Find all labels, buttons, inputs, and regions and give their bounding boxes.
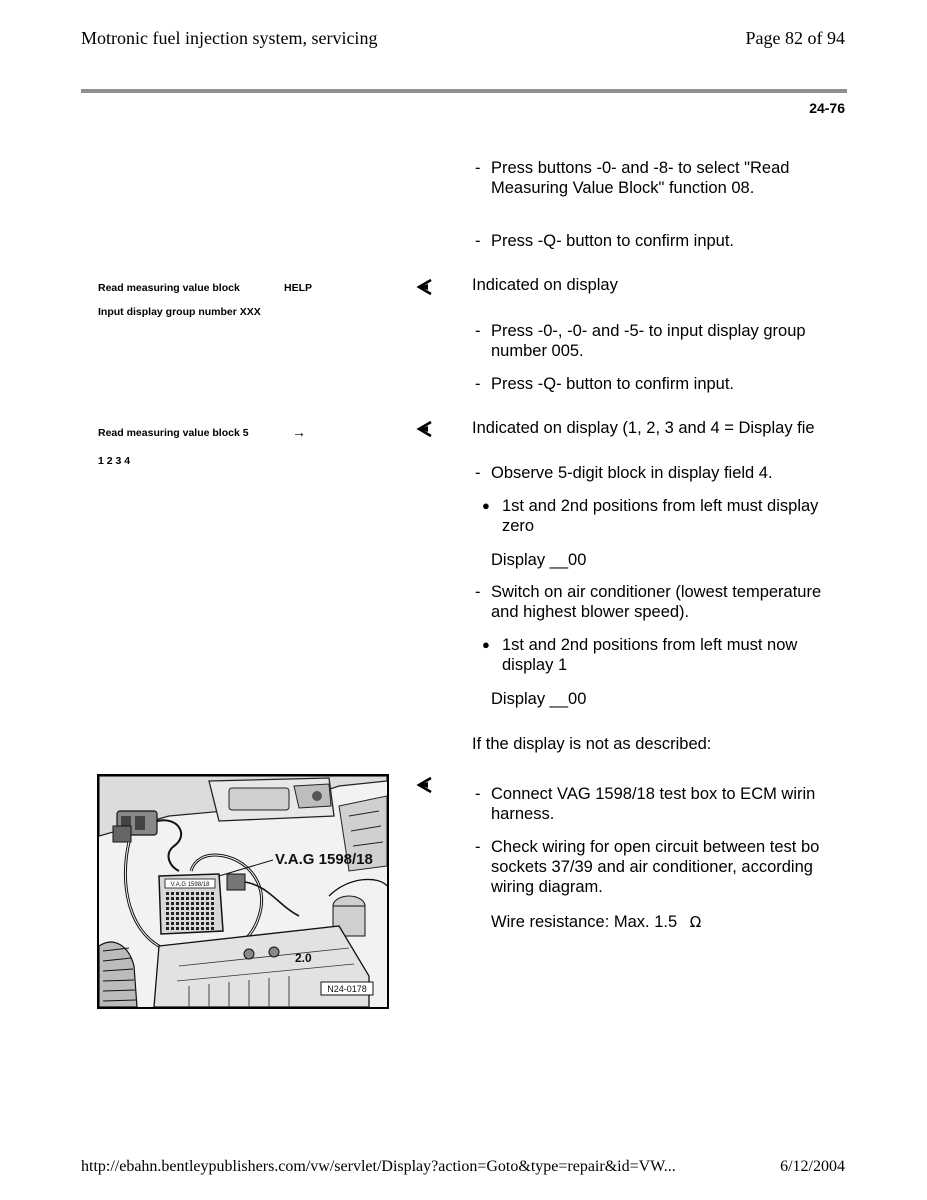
dash-marker: -	[475, 785, 481, 803]
dash-marker: -	[475, 838, 481, 856]
display-panel-2-line-1	[98, 424, 306, 440]
tool-label: V.A.G 1598/18	[275, 851, 373, 868]
footer-url: http://ebahn.bentleypublishers.com/vw/servlet/Display?action=Goto&type=repair&id=VW...	[81, 1158, 676, 1175]
ohm-unit: Ω	[689, 913, 702, 931]
dash-marker: -	[475, 464, 481, 482]
page-counter: Page 82 of 94	[745, 28, 845, 48]
display-panel-1-help: HELP	[284, 282, 313, 294]
instructions-column: - Press buttons -0- and -8- to select "Read Measuring Value Block" function 08. - Press -Q- button to confirm input. Indicated on display - Press -0-, -0- and -5- to input display group number 005. - Press -Q- button to confirm input. Indicated on display (1, 2, 3 and 4 = Display fie - Observe 5-digit block in display field 4. ● 1st and 2nd positions from left must display zero Display __00 - Switch on air conditioner (lowest temperature and highest blower speed). ● 1st and 2nd positions from left must now display 1 Display __00 If the display is not as described: - Connect VAG 1598/18 test box to ECM wirin harness. - Check wiring for open circuit between test bo sockets 37/39 and air conditioner, according wiring diagram. Wire resistance: Max. 1.5 Ω	[472, 159, 822, 931]
display-panel-1-text: Read measuring value block	[98, 282, 240, 294]
dash-marker: -	[475, 232, 481, 250]
figure-reference: N24-0178	[327, 984, 367, 994]
test-box-label: V.A.G 1598/18	[170, 882, 210, 888]
document-title: Motronic fuel injection system, servicing	[81, 28, 378, 48]
wire-resistance-label: Wire resistance: Max. 1.5	[491, 913, 678, 931]
dash-marker: -	[475, 583, 481, 601]
display-panel-1-line-1	[98, 282, 313, 294]
manual-page-number: 24-76	[809, 100, 845, 116]
footer-date: 6/12/2004	[780, 1158, 845, 1175]
dash-marker: -	[475, 159, 481, 177]
display-panel-2-text: Read measuring value block 5	[98, 427, 249, 439]
display-panel-1-line-2: Input display group number XXX	[98, 306, 261, 318]
header-rule	[81, 89, 847, 93]
dash-marker: -	[475, 375, 481, 393]
display-panel-2-arrow: →	[292, 424, 306, 440]
engine-mark: 2.0	[295, 951, 312, 965]
engine-bay-illustration	[97, 774, 389, 1009]
bullet-marker: ●	[482, 637, 490, 652]
display-panel-2-line-2: 1 2 3 4	[98, 455, 131, 467]
engine-bay-drawing	[99, 776, 387, 1007]
dash-marker: -	[475, 322, 481, 340]
bullet-marker: ●	[482, 498, 490, 513]
